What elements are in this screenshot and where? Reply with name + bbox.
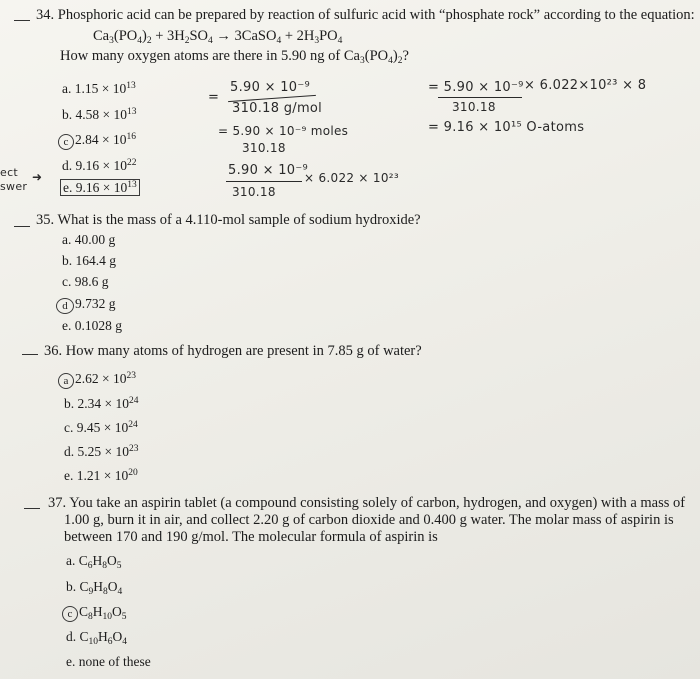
question-34-text: 34. Phosphoric acid can be prepared by reaction of sulfuric acid with “phosphate rock” according to the equation: [36, 7, 695, 23]
work-line2: 310.18 g/mol [232, 101, 323, 116]
work-line7: 310.18 [232, 185, 276, 199]
work-equals-1: = [208, 90, 220, 105]
option-37-d[interactable]: d. $C_{10}H_6O_4$ [66, 629, 128, 647]
circled-answer-mark: c [58, 134, 74, 150]
work-right1b: × 6.022×10²³ × 8 [524, 78, 647, 93]
fraction-bar-3 [438, 97, 522, 98]
work-right3: = 9.16 × 10¹⁵ O-atoms [428, 120, 585, 135]
work-line1: 5.90 × 10⁻⁹ [230, 80, 311, 95]
option-34-b[interactable]: b. $4.58 \times 10^{13}$ [62, 107, 137, 122]
question-37-text-line1: 37. You take an aspirin tablet (a compound consisting solely of carbon, hydrogen, and oxygen) with a mass of [48, 495, 686, 511]
question-34-prompt: How many oxygen atoms are there in 5.90 ng of $Ca_3(PO_4)_2$? [60, 48, 409, 66]
margin-note-line1: ect [0, 166, 19, 179]
option-35-a[interactable]: a. 40.00 g [62, 232, 116, 247]
option-34-d[interactable]: d. $9.16 \times 10^{22}$ [62, 158, 137, 173]
circled-answer-mark: a [58, 373, 74, 389]
question-36-text: 36. How many atoms of hydrogen are present in 7.85 g of water? [44, 343, 422, 359]
option-36-e[interactable]: e. $1.21 \times 10^{20}$ [64, 468, 138, 483]
answer-blank-36 [22, 354, 38, 355]
option-35-c[interactable]: c. 98.6 g [62, 274, 109, 289]
question-37-text-line3: between 170 and 190 g/mol. The molecular formula of aspirin is [64, 529, 438, 545]
work-line5: 5.90 × 10⁻⁹ [228, 163, 309, 178]
question-34-equation: $Ca_3(PO_4)_2 + 3H_2SO_4$ → 3CaSO$_4$ + $2H_3PO_4$ [93, 28, 343, 46]
question-35-text: 35. What is the mass of a 4.110-mol sample of sodium hydroxide? [36, 212, 421, 228]
circled-answer-mark: c [62, 606, 78, 622]
answer-blank-37 [24, 508, 40, 509]
work-line6: × 6.022 × 10²³ [304, 171, 399, 185]
question-37-text-line2: 1.00 g, burn it in air, and collect 2.20 g of carbon dioxide and 0.400 g water. The molar mass of aspirin is [64, 512, 674, 528]
option-36-d[interactable]: d. $5.25 \times 10^{23}$ [64, 444, 139, 459]
option-35-b[interactable]: b. 164.4 g [62, 253, 116, 268]
boxed-correct-answer: e. $9.16 \times 10^{13}$ [60, 179, 140, 196]
work-right2: 310.18 [452, 100, 496, 114]
option-37-e[interactable]: e. none of these [66, 654, 151, 669]
option-36-b[interactable]: b. $2.34 \times 10^{24}$ [64, 396, 139, 411]
option-36-a[interactable]: a $2.62 \times 10^{23}$ [58, 368, 136, 389]
circled-answer-mark: d [56, 298, 74, 314]
option-35-e[interactable]: e. 0.1028 g [62, 318, 122, 333]
option-37-a[interactable]: a. $C_6H_8O_5$ [66, 553, 122, 571]
work-line4: 310.18 [242, 141, 286, 155]
answer-blank-34 [14, 20, 30, 21]
option-36-c[interactable]: c. $9.45 \times 10^{24}$ [64, 420, 138, 435]
work-line3: = 5.90 × 10⁻⁹ moles [218, 124, 349, 138]
option-34-e[interactable] [60, 177, 140, 196]
option-37-c[interactable]: c $C_8H_{10}O_5$ [62, 604, 127, 625]
answer-blank-35 [14, 226, 30, 227]
work-right1: = 5.90 × 10⁻⁹ [428, 80, 524, 95]
margin-note-line2: swer [0, 180, 28, 193]
fraction-bar-2 [226, 181, 302, 182]
option-34-a[interactable]: a. $1.15 \times 10^{13}$ [62, 81, 136, 96]
arrow-icon: ➜ [32, 170, 43, 184]
option-34-c[interactable]: c $2.84 \times 10^{16}$ [58, 129, 136, 150]
option-35-d[interactable]: d 9.732 g [56, 296, 116, 314]
option-37-b[interactable]: b. $C_9H_8O_4$ [66, 579, 123, 597]
